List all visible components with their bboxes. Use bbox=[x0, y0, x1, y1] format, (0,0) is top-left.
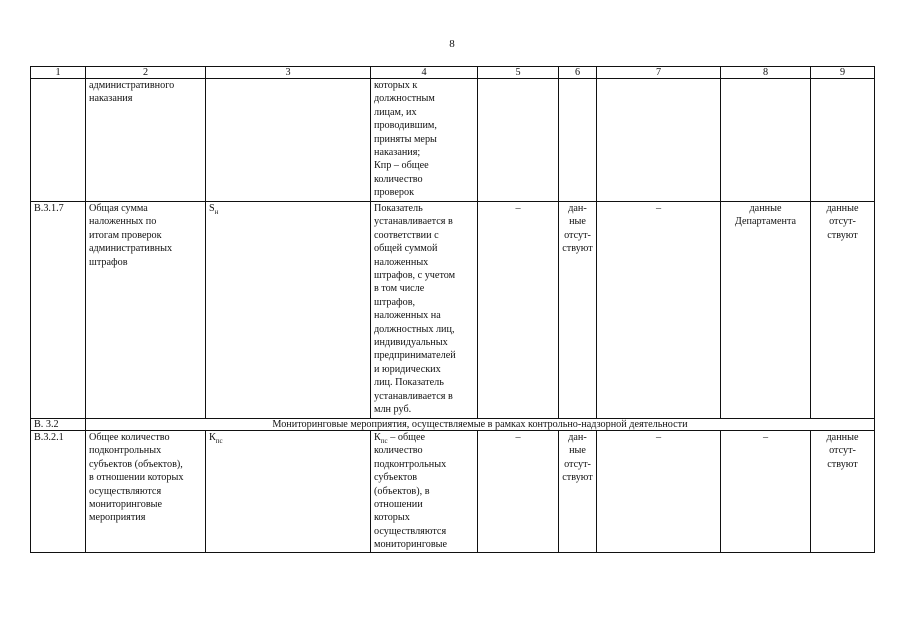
cell-description bbox=[371, 431, 478, 553]
column-number: 8 bbox=[721, 67, 811, 79]
cell-name: Общая сумма наложенных по итогам проверок административных штрафов bbox=[86, 202, 206, 419]
column-number: 4 bbox=[371, 67, 478, 79]
cell-col5: – bbox=[478, 431, 559, 553]
section-row-b3-2 bbox=[31, 419, 875, 431]
cell-col7: – bbox=[597, 431, 721, 553]
column-number: 1 bbox=[31, 67, 86, 79]
cell-col6: дан- ные отсут- ствуют bbox=[559, 431, 597, 553]
table-row-b3-2-1 bbox=[31, 431, 875, 553]
column-number-row bbox=[31, 67, 875, 79]
cell-symbol bbox=[206, 202, 371, 419]
cell-col8: – bbox=[721, 431, 811, 553]
cell-col8: данные Департамента bbox=[721, 202, 811, 419]
symbol-subscript: н bbox=[214, 208, 219, 217]
section-code: В. 3.2 bbox=[31, 419, 86, 431]
desc-symbol-subscript: пс bbox=[380, 437, 388, 446]
column-number: 6 bbox=[559, 67, 597, 79]
section-title: Мониторинговые мероприятия, осуществляемые в рамках контрольно-надзорной деятельности bbox=[86, 419, 875, 431]
cell-col5: – bbox=[478, 202, 559, 419]
symbol-subscript: пс bbox=[215, 437, 223, 446]
cell-col9 bbox=[811, 79, 875, 202]
cell-col6: дан- ные отсут- ствуют bbox=[559, 202, 597, 419]
cell-col7 bbox=[597, 79, 721, 202]
table-row-b3-1-7 bbox=[31, 202, 875, 419]
column-number: 5 bbox=[478, 67, 559, 79]
cell-description: которых к должностным лицам, их проводившим, приняты меры наказания; Кпр – общее количество проверок bbox=[371, 79, 478, 202]
indicators-table bbox=[30, 66, 875, 553]
description-text: – общее количество подконтрольных субъектов (объектов), в отношении которых осуществляются мониторинговые bbox=[374, 432, 448, 551]
cell-code bbox=[31, 79, 86, 202]
cell-symbol bbox=[206, 79, 371, 202]
cell-col5 bbox=[478, 79, 559, 202]
symbol-letter: К bbox=[209, 432, 216, 443]
cell-description: Показатель устанавливается в соответствии с общей суммой наложенных штрафов, с учетом в том числе штрафов, наложенных на должностных лиц, индивидуальных предпринимателей и юридических лиц. Показатель устанавливается в млн руб. bbox=[371, 202, 478, 419]
column-number: 2 bbox=[86, 67, 206, 79]
column-number: 3 bbox=[206, 67, 371, 79]
page-number: 8 bbox=[449, 38, 455, 50]
column-number: 7 bbox=[597, 67, 721, 79]
cell-code: В.3.1.7 bbox=[31, 202, 86, 419]
cell-col6 bbox=[559, 79, 597, 202]
cell-col8 bbox=[721, 79, 811, 202]
column-number: 9 bbox=[811, 67, 875, 79]
cell-col7: – bbox=[597, 202, 721, 419]
cell-code: В.3.2.1 bbox=[31, 431, 86, 553]
cell-symbol bbox=[206, 431, 371, 553]
desc-symbol-letter: К bbox=[374, 432, 381, 443]
symbol-letter: S bbox=[209, 203, 215, 214]
cell-name: Общее количество подконтрольных субъектов (объектов), в отношении которых осуществляются мониторинговые мероприятия bbox=[86, 431, 206, 553]
table-row-continued bbox=[31, 79, 875, 202]
cell-col9: данные отсут- ствуют bbox=[811, 202, 875, 419]
cell-col9: данные отсут- ствуют bbox=[811, 431, 875, 553]
cell-name: административного наказания bbox=[86, 79, 206, 202]
